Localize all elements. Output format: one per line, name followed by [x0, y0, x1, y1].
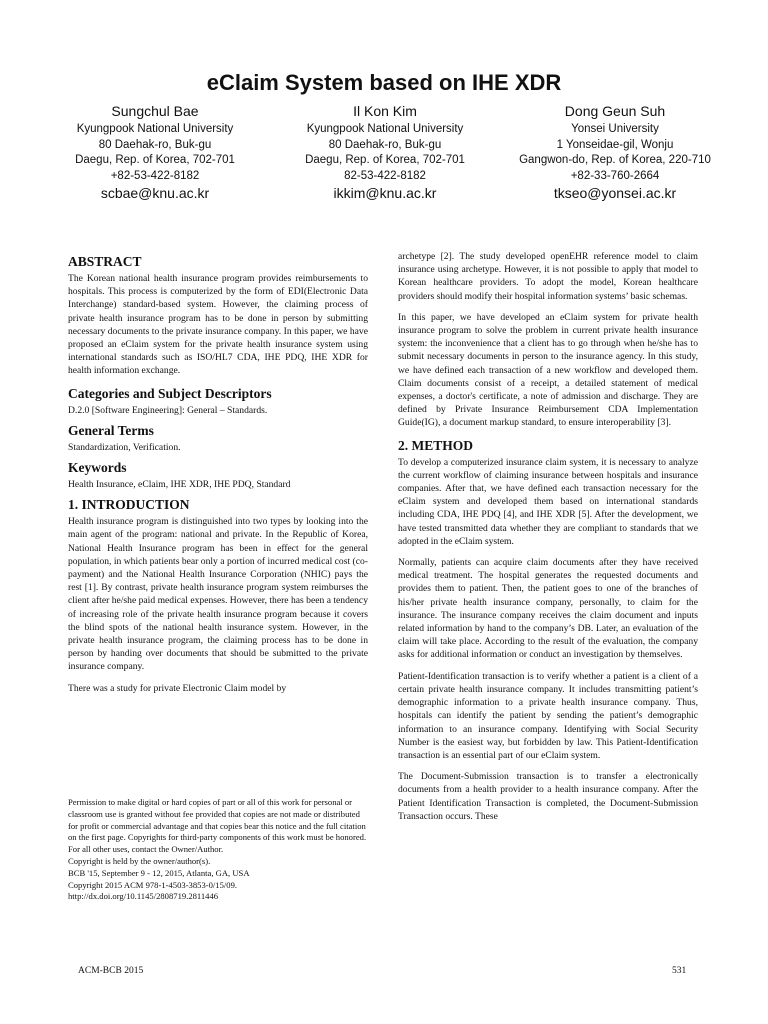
author-block — [40, 102, 730, 202]
author-name: Sungchul Bae — [111, 103, 199, 119]
author-name: Il Kon Kim — [353, 103, 417, 119]
author-email: tkseo@yonsei.ac.kr — [553, 185, 677, 201]
abstract-heading: ABSTRACT — [68, 254, 142, 269]
keywords-heading: Keywords — [68, 460, 127, 476]
author-phone: +82-53-422-8182 — [110, 169, 200, 182]
author-address-line1: 1 Yonseidae-gil, Wonju — [556, 138, 674, 151]
author-affiliation: Kyungpook National University — [76, 123, 234, 135]
author-email: ikkim@knu.ac.kr — [333, 185, 437, 201]
introduction-paragraph-2: There was a study for private Electronic Claim model by — [68, 682, 287, 694]
conference-info: BCB '15, September 9 - 12, 2015, Atlanta, GA, USA — [68, 867, 250, 878]
author-3 — [500, 102, 730, 202]
right-column — [398, 250, 698, 831]
permission-text: Permission to make digital or hard copies of part or all of this work for personal or classroom use is granted without fee provided that copies are not made or distributed for profit or commercial advantage and that copies bear this notice and the full citation on the first page. Copyrights for third-party components of this work must be honored. For all other uses, contact the Owner/Author. — [68, 797, 367, 855]
categories-heading: Categories and Subject Descriptors — [68, 385, 272, 401]
method-paragraph-3: Patient-Identification transaction is to verify whether a patient is a client of a certain private health insurance company. It includes transmitting patient’s demographic information to a private health insurance company. Thus, hospitals can identify the patient by sending the patient’s demographic information to an insurance company. Identifying with Social Security Number is the easiest way, but forbidden by law. This Patient-Identification transaction is an essential part of our eClaim system. — [398, 670, 698, 761]
method-paragraph-4: The Document-Submission transaction is to transfer a electronically documents from a health provider to a health insurance company. After the Patient Identification Transaction is completed, the Document-Submission Transaction occurs. These — [398, 771, 698, 822]
introduction-paragraph-1: Health insurance program is distinguished into two types by looking into the main agent of the program: national and private. In the Republic of Korea, National Health Insurance program has been in effect for the general population, in which patients bear only a portion of incurred medical cost (co-payment) and the National Health Insurance Corporation (NHIC) pays the rest [1]. By contrast, private health insurance program system reimburses the client after he/she paid medical expenses. However, there has been a tendency of increasing role of the private health insurance program because it covers the blind spots of the national health insurance system. However, in the private health insurance program, the claiming process has to be done in person by handing over documents that should be submitted to the private insurance company. — [68, 516, 368, 673]
keywords-text: Health Insurance, eClaim, IHE XDR, IHE PDQ, Standard — [68, 479, 291, 491]
right-paragraph-1: archetype [2]. The study developed openEHR reference model to claim insurance using archetype. However, it is not possible to apply that model to Korean healthcare providers. To adopt the model, Korean healthcare providers should modify their hospital information systems’ basic schemas. — [398, 251, 698, 302]
method-paragraph-1: To develop a computerized insurance claim system, it is necessary to analyze the current workflow of claiming insurance between hospitals and insurance companies. After that, we have defined each transaction necessary for the eClaim system and developed them based on international standards including CDA, IHE PDQ [4], and IHE XDR [5]. After the development, we have tested transmitted data whether they are compliant to standards that we adopted in the eClaim system. — [398, 456, 698, 547]
author-phone: +82-33-760-2664 — [570, 169, 660, 182]
copyright-line: Copyright 2015 ACM 978-1-4503-3853-0/15/09. — [68, 879, 238, 890]
general-terms-text: Standardization, Verification. — [68, 441, 181, 453]
footer-conference: ACM-BCB 2015 — [78, 966, 144, 976]
author-affiliation: Yonsei University — [571, 123, 659, 135]
method-paragraph-2: Normally, patients can acquire claim documents after they have received medical treatment. The hospital generates the requested documents and provides them to patient. Then, the patient goes to one of the branches of his/her private health insurance company, personally, to claim for the insurance. The insurance company receives the claim document and inputs related information by hand to the company’s DB. Later, an evaluation of the claim will take place. According to the result of the evaluation, the company asks for additional information or conduct an investigation by themselves. — [398, 557, 698, 661]
introduction-heading: 1. INTRODUCTION — [68, 497, 190, 513]
page-number: 531 — [672, 966, 687, 976]
author-affiliation: Kyungpook National University — [306, 123, 464, 135]
copyright-owner: Copyright is held by the owner/author(s). — [68, 855, 211, 866]
left-column — [68, 250, 368, 703]
author-1 — [40, 102, 270, 202]
author-name: Dong Geun Suh — [564, 103, 666, 119]
author-address-line2: Daegu, Rep. of Korea, 702-701 — [305, 154, 465, 166]
author-phone: 82-53-422-8182 — [344, 169, 426, 182]
paper-title: eClaim System based on IHE XDR — [206, 70, 562, 95]
doi-link[interactable]: http://dx.doi.org/10.1145/2808719.2811446 — [68, 891, 219, 902]
author-2 — [270, 102, 500, 202]
abstract-text: The Korean national health insurance program provides reimbursements to hospitals. This process is computerized by the form of EDI(Electronic Data Interchange) standard-based system. However, the claiming process of private health insurance program has to be done in person by submitting necessary documents to the private insurance company. In this paper, we have proposed an eClaim system for the private health insurance system using international standards such as ISO/HL7 CDA, IHE PDQ, IHE XDR for health information exchange. — [68, 273, 368, 377]
author-address-line2: Daegu, Rep. of Korea, 702-701 — [75, 154, 235, 166]
general-terms-heading: General Terms — [68, 422, 154, 438]
author-email: scbae@knu.ac.kr — [100, 185, 210, 201]
author-address-line1: 80 Daehak-ro, Buk-gu — [328, 138, 442, 151]
author-address-line2: Gangwon-do, Rep. of Korea, 220-710 — [519, 154, 711, 166]
categories-text: D.2.0 [Software Engineering]: General – Standards. — [68, 404, 268, 416]
author-address-line1: 80 Daehak-ro, Buk-gu — [98, 138, 212, 151]
method-heading: 2. METHOD — [398, 437, 474, 453]
right-paragraph-2: In this paper, we have developed an eClaim system for private health insurance program to solve the problem in current private health insurance system: the inconvenience that a client has to go through when he/she has to submit necessary documents in person to the insurance agency. In this study, we have defined each transaction of a new workflow and developed them. Claim documents consist of a receipt, a detailed statement of medical expenses, a doctor's certificate, a note of admission and discharge. They are defined by Private Insurance Reimbursement CDA Implementation Guide(IG), a document markup standard, to ensure interoperability [3]. — [398, 311, 698, 429]
permission-block — [68, 797, 368, 903]
